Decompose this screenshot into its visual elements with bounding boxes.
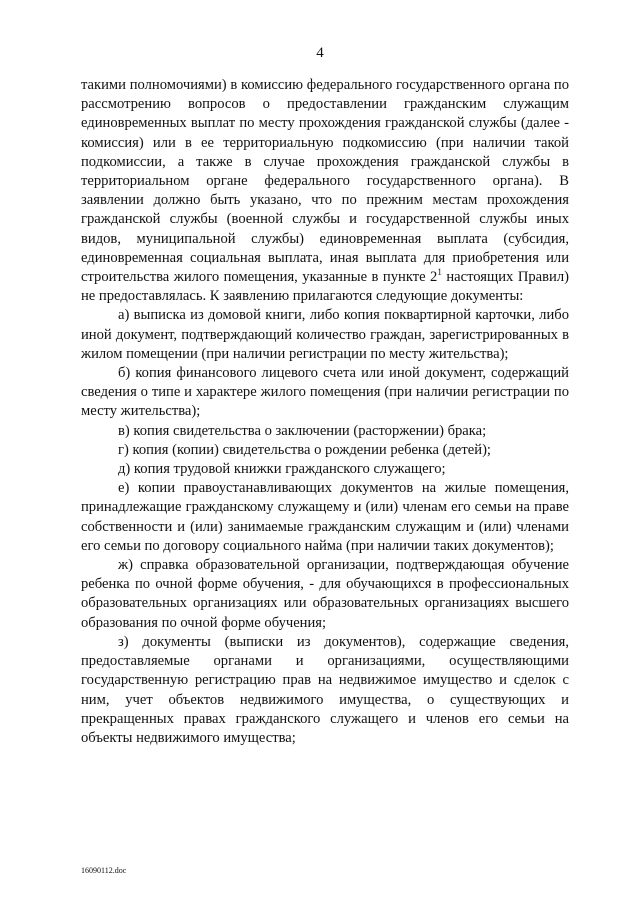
document-body bbox=[81, 76, 569, 748]
list-item-b: б) копия финансового лицевого счета или иной документ, содержащий сведения о типе и характере жилого помещения (при наличии регистрации по месту жительства); bbox=[81, 365, 569, 420]
paragraph-intro-text-after: настоящих Правил) не предоставлялась. К заявлению прилагаются следующие документы: bbox=[81, 269, 569, 305]
list-item-d: д) копия трудовой книжки гражданского служащего; bbox=[118, 461, 446, 478]
footnote-superscript: 1 bbox=[437, 267, 442, 278]
paragraph-intro-text-before: такими полномочиями) в комиссию федерального государственного органа по рассмотрению вопросов о предоставлении гражданским служащим единовременных выплат по месту прохождения гражданской службы (далее - комиссия) или в ее территориальную подкомиссию (при наличии такой подкомиссии, а также в случае прохождения гражданской службы в территориальном органе федерального государственного органа). В заявлении должно быть указано, что по прежним местам прохождения гражданской службы (военной службы и государственной службы иных видов, муниципальной службы) единовременная выплата (субсидия, единовременная социальная выплата, иная выплата для приобретения или строительства жилого помещения, указанные в пункте 2 bbox=[81, 77, 569, 286]
paragraph-intro bbox=[81, 76, 569, 306]
list-item-a: а) выписка из домовой книги, либо копия поквартирной карточки, либо иной документ, подтверждающий количество граждан, зарегистрированных в жилом помещении (при наличии регистрации по месту жительства); bbox=[81, 307, 569, 362]
footer-filename: 16090112.doc bbox=[81, 866, 127, 875]
list-item-zh: ж) справка образовательной организации, подтверждающая обучение ребенка по очной форме обучения, - для обучающихся в профессиональных образовательных организациях или образовательных организациях высшего образования по очной форме обучения; bbox=[81, 557, 569, 631]
list-item-z: з) документы (выписки из документов), содержащие сведения, предоставляемые органами и организациями, осуществляющими государственную регистрацию прав на недвижимое имущество и сделок с ним, учет объектов недвижимого имущества, о существующих и прекращенных правах гражданского служащего и членов его семьи на объекты недвижимого имущества; bbox=[81, 633, 569, 746]
list-item-e: е) копии правоустанавливающих документов на жилые помещения, принадлежащие гражданскому служащему и (или) членам его семьи на праве собственности и (или) занимаемые гражданским служащим и (или) членами его семьи по договору социального найма (при наличии таких документов); bbox=[81, 480, 569, 554]
list-item-v: в) копия свидетельства о заключении (расторжении) брака; bbox=[118, 422, 487, 439]
page-number: 4 bbox=[316, 45, 324, 61]
list-item-g: г) копия (копии) свидетельства о рождении ребенка (детей); bbox=[118, 441, 491, 458]
